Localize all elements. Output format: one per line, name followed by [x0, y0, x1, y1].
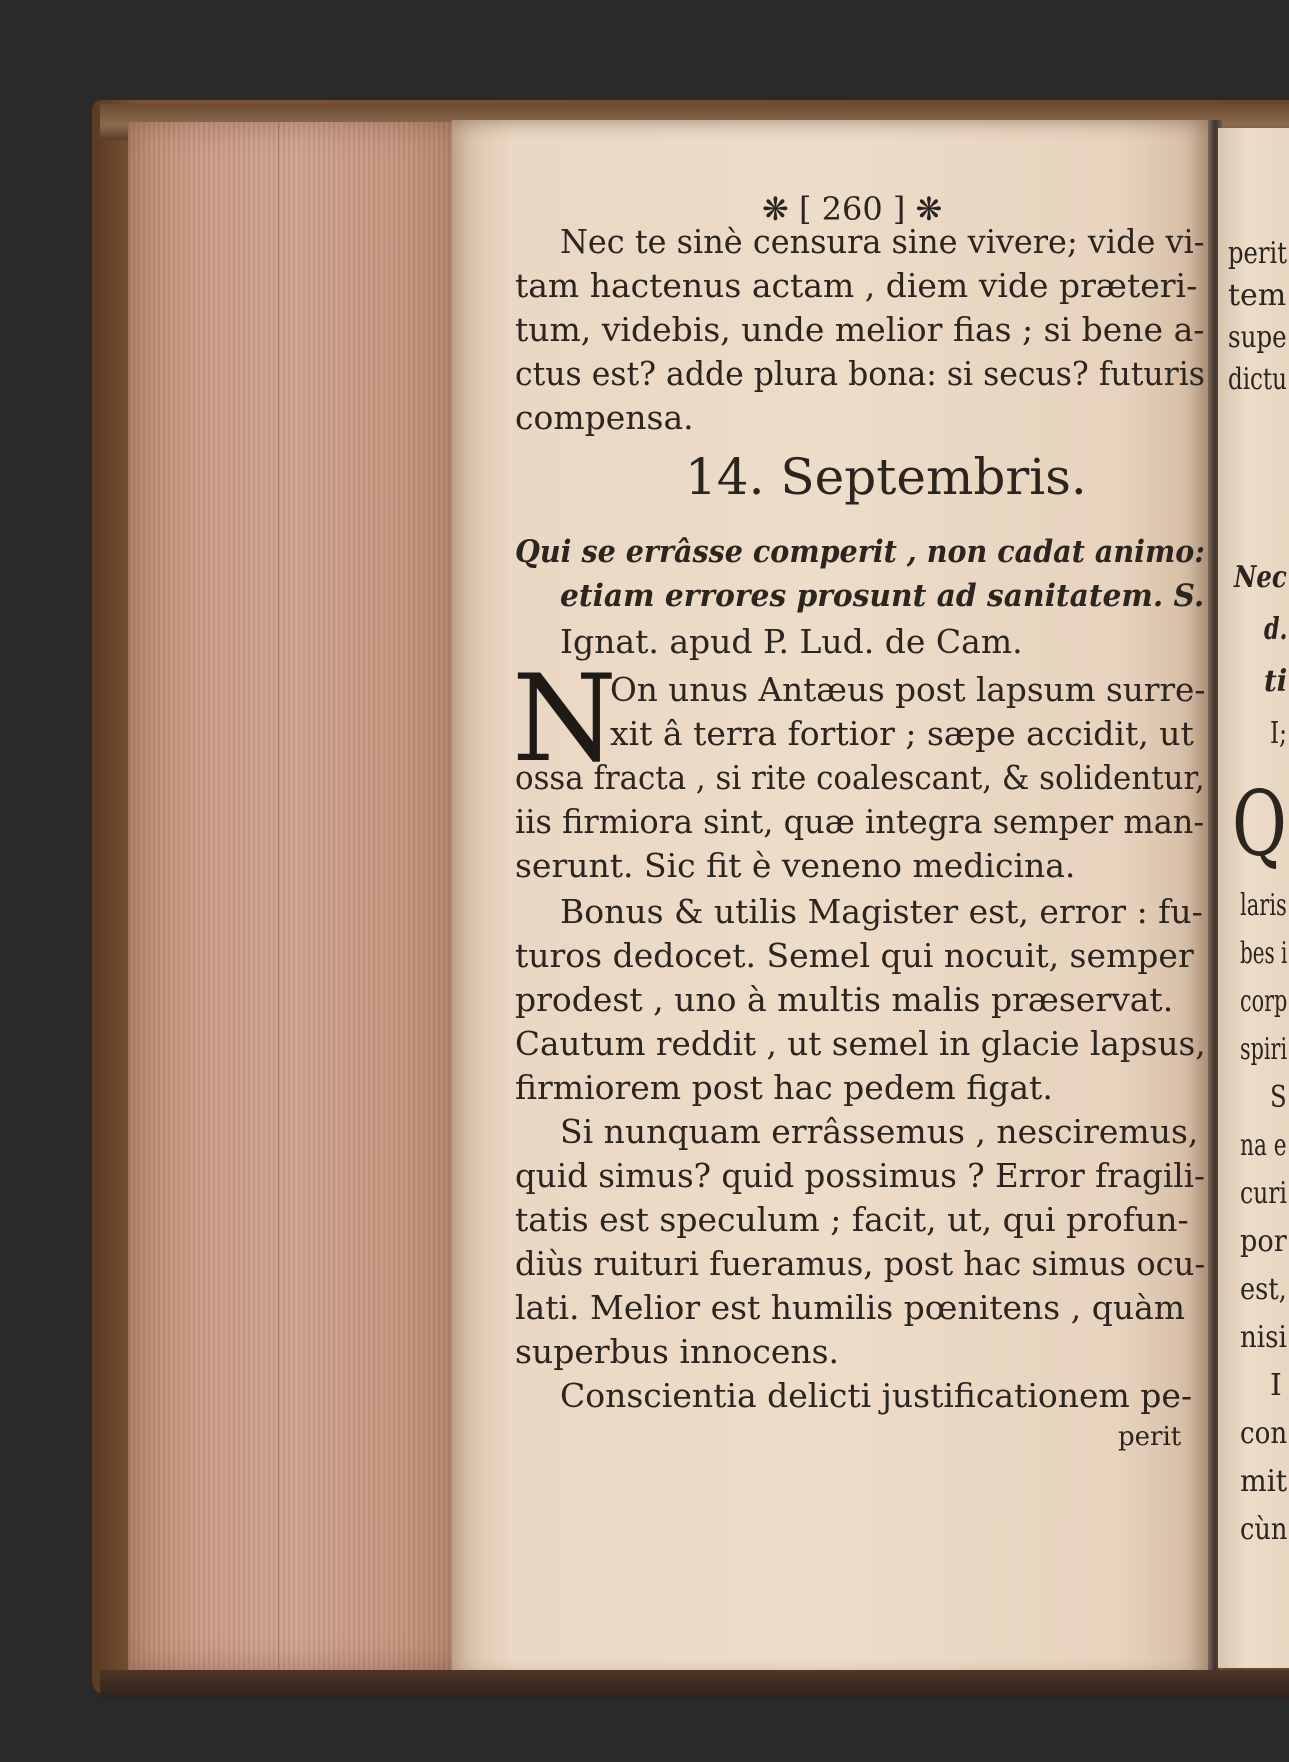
book-bottom-edge	[100, 1670, 1289, 1698]
next-page-line: mit	[1240, 1464, 1288, 1499]
next-page-line: dictu	[1228, 362, 1287, 397]
next-page-line: supe	[1228, 320, 1287, 355]
intro-line: ctus est? adde plura bona: si secus? futuris	[515, 354, 1205, 393]
intro-line: tam hactenus actam , diem vide præteri-	[515, 266, 1198, 305]
next-page-line: corp	[1240, 984, 1288, 1019]
next-page-line: perit	[1228, 236, 1287, 271]
next-page-line: I	[1270, 1368, 1282, 1403]
motto-citation: Ignat. apud P. Lud. de Cam.	[560, 622, 1023, 661]
date-heading: 14. Septembris.	[685, 448, 1087, 506]
next-page-italic-line: Nec	[1234, 560, 1287, 595]
next-page-drop-cap: Q	[1232, 772, 1287, 877]
next-page-line: bes i	[1240, 936, 1288, 971]
paragraph-line: Conscientia delicti justificationem pe-	[560, 1376, 1193, 1415]
next-page-line: nisi	[1240, 1320, 1287, 1355]
intro-line: tum, videbis, unde melior fias ; si bene a-	[515, 310, 1205, 349]
next-page-line: curi	[1240, 1176, 1288, 1211]
next-page-italic-line: ti	[1264, 664, 1288, 699]
paragraph-line: prodest , uno à multis malis præservat.	[515, 980, 1174, 1019]
paragraph-line: lati. Melior est humilis pœnitens , quàm	[515, 1288, 1186, 1327]
paragraph-line: On unus Antæus post lapsum surre-	[610, 670, 1206, 709]
next-page-line: est,	[1240, 1272, 1287, 1307]
intro-line: compensa.	[515, 398, 694, 437]
paragraph-line: xit â terra fortior ; sæpe accidit, ut	[610, 714, 1194, 753]
paragraph-line: serunt. Sic fit è veneno medicina.	[515, 846, 1076, 885]
next-page-italic-line: d.	[1264, 612, 1288, 647]
next-page-line: tem	[1228, 278, 1287, 313]
drop-cap: N	[512, 650, 617, 789]
paragraph-line: Bonus & utilis Magister est, error : fu-	[560, 892, 1203, 931]
paragraph-line: iis firmiora sint, quæ integra semper man-	[515, 802, 1205, 841]
next-page-line: S	[1270, 1080, 1287, 1115]
page-header: ❋ [ 260 ] ❋	[762, 190, 943, 228]
motto-line: Qui se errâsse comperit , non cadat animo:	[515, 534, 1205, 570]
paragraph-line: Si nunquam errâssemus , nesciremus,	[560, 1112, 1199, 1151]
motto-line: etiam errores prosunt ad sanitatem. S.	[560, 578, 1205, 614]
paragraph-line: ossa fracta , si rite coalescant, & solidentur,	[515, 758, 1205, 797]
paragraph-line: quid simus? quid possimus ? Error fragili-	[515, 1156, 1205, 1195]
paragraph-line: diùs ruituri fueramus, post hac simus ocu-	[515, 1244, 1206, 1283]
next-page-line: cùn	[1240, 1512, 1288, 1547]
next-page-line: na e	[1240, 1128, 1287, 1163]
next-page-line: con	[1240, 1416, 1288, 1451]
catchword: perit	[1118, 1422, 1182, 1452]
page-block-edge	[128, 122, 466, 1670]
paragraph-line: firmiorem post hac pedem figat.	[515, 1068, 1053, 1107]
paragraph-line: tatis est speculum ; facit, ut, qui profun-	[515, 1200, 1189, 1239]
next-page-line: laris	[1240, 888, 1287, 923]
next-page-line: por	[1240, 1224, 1287, 1259]
next-page-line: I;	[1270, 716, 1287, 751]
paragraph-line: Cautum reddit , ut semel in glacie lapsus,	[515, 1024, 1206, 1063]
intro-line: Nec te sinè censura sine vivere; vide vi-	[560, 222, 1205, 261]
next-page-line: spiri	[1240, 1032, 1288, 1067]
paragraph-line: turos dedocet. Semel qui nocuit, semper	[515, 936, 1194, 975]
paragraph-line: superbus innocens.	[515, 1332, 840, 1371]
